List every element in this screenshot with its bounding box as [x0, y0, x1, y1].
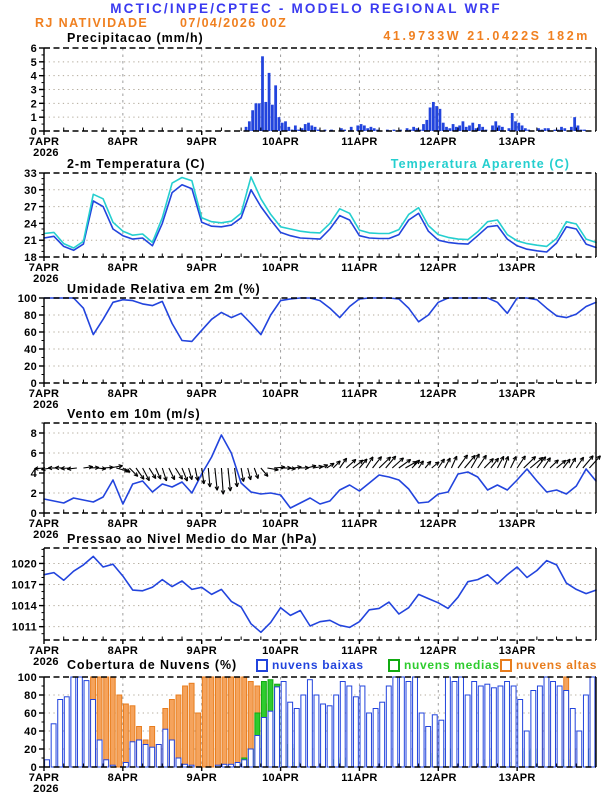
- svg-text:11APR: 11APR: [341, 136, 378, 148]
- svg-text:9APR: 9APR: [186, 645, 217, 657]
- svg-text:10APR: 10APR: [262, 772, 300, 784]
- svg-text:2026: 2026: [33, 783, 59, 792]
- svg-text:11APR: 11APR: [341, 388, 378, 400]
- panel-title-precipitation: Precipitacao (mm/h): [67, 31, 204, 45]
- svg-text:12APR: 12APR: [419, 518, 457, 530]
- svg-text:4: 4: [30, 468, 37, 480]
- svg-text:0: 0: [30, 378, 37, 390]
- svg-text:40: 40: [24, 344, 37, 356]
- legend-low-clouds: [256, 658, 364, 672]
- svg-text:13APR: 13APR: [498, 262, 536, 274]
- svg-text:13APR: 13APR: [498, 518, 536, 530]
- panel-title-wind: Vento em 10m (m/s): [67, 407, 201, 421]
- svg-text:11APR: 11APR: [341, 772, 378, 784]
- svg-text:9APR: 9APR: [186, 262, 217, 274]
- svg-text:60: 60: [24, 327, 37, 339]
- svg-text:100: 100: [17, 672, 37, 684]
- svg-text:10APR: 10APR: [262, 262, 300, 274]
- svg-text:13APR: 13APR: [498, 645, 536, 657]
- legend-high-clouds-label: nuvens altas: [516, 658, 598, 672]
- svg-text:5: 5: [30, 56, 37, 69]
- svg-text:8APR: 8APR: [107, 136, 139, 148]
- svg-text:2026: 2026: [33, 273, 59, 285]
- svg-text:0: 0: [30, 762, 37, 774]
- svg-text:1017: 1017: [11, 579, 37, 592]
- svg-text:10APR: 10APR: [262, 518, 300, 530]
- svg-text:8APR: 8APR: [107, 262, 139, 274]
- svg-text:7APR: 7APR: [28, 388, 60, 400]
- svg-text:11APR: 11APR: [341, 645, 378, 657]
- svg-text:3: 3: [30, 84, 37, 97]
- model-title: MCTIC/INPE/CPTEC - MODELO REGIONAL WRF: [110, 1, 502, 16]
- svg-text:18: 18: [24, 252, 37, 264]
- svg-text:0: 0: [30, 126, 37, 138]
- svg-text:1014: 1014: [11, 600, 37, 613]
- svg-text:13APR: 13APR: [498, 772, 536, 784]
- svg-text:8APR: 8APR: [107, 518, 139, 530]
- svg-text:2026: 2026: [33, 656, 59, 668]
- svg-text:11APR: 11APR: [341, 262, 378, 274]
- svg-text:4: 4: [30, 70, 37, 83]
- svg-text:7APR: 7APR: [28, 136, 60, 148]
- station-name: RJ NATIVIDADE: [35, 16, 149, 30]
- svg-text:0: 0: [30, 508, 37, 520]
- svg-text:7APR: 7APR: [28, 772, 60, 784]
- low-clouds-swatch-icon: [256, 659, 268, 672]
- svg-text:6: 6: [30, 43, 37, 55]
- svg-text:1011: 1011: [11, 621, 37, 634]
- svg-text:30: 30: [24, 184, 37, 197]
- svg-text:7APR: 7APR: [28, 262, 60, 274]
- legend-high-clouds: [500, 658, 597, 672]
- svg-text:10APR: 10APR: [262, 645, 300, 657]
- svg-text:21: 21: [24, 235, 37, 248]
- svg-text:11APR: 11APR: [341, 518, 378, 530]
- svg-text:27: 27: [24, 201, 37, 214]
- svg-text:6: 6: [30, 448, 37, 460]
- svg-text:1020: 1020: [11, 558, 37, 571]
- svg-text:20: 20: [24, 361, 37, 373]
- station-coordinates: 41.9733W 21.0422S 182m: [383, 29, 590, 43]
- panel-title-cloud-cover: Cobertura de Nuvens (%): [67, 658, 238, 672]
- svg-text:12APR: 12APR: [419, 262, 457, 274]
- svg-text:8: 8: [30, 428, 37, 440]
- mid-clouds-swatch-icon: [388, 659, 400, 672]
- svg-text:80: 80: [24, 690, 37, 702]
- svg-text:9APR: 9APR: [186, 388, 217, 400]
- svg-text:100: 100: [17, 293, 37, 305]
- panel-title-apparent-temperature: Temperatura Aparente (C): [390, 157, 570, 171]
- svg-text:80: 80: [24, 310, 37, 322]
- panel-title-temperature: 2-m Temperatura (C): [67, 157, 206, 171]
- svg-text:13APR: 13APR: [498, 388, 536, 400]
- svg-text:12APR: 12APR: [419, 645, 457, 657]
- legend-mid-clouds: [388, 658, 500, 672]
- svg-text:12APR: 12APR: [419, 388, 457, 400]
- svg-text:8APR: 8APR: [107, 772, 139, 784]
- svg-text:10APR: 10APR: [262, 388, 300, 400]
- svg-text:9APR: 9APR: [186, 136, 217, 148]
- panel-title-humidity: Umidade Relativa em 2m (%): [67, 282, 261, 296]
- svg-text:9APR: 9APR: [186, 518, 217, 530]
- svg-text:8APR: 8APR: [107, 645, 139, 657]
- svg-text:60: 60: [24, 708, 37, 720]
- svg-text:2: 2: [30, 488, 37, 500]
- svg-text:13APR: 13APR: [498, 136, 536, 148]
- svg-text:1: 1: [30, 112, 37, 125]
- svg-text:33: 33: [24, 168, 37, 180]
- svg-text:20: 20: [24, 744, 37, 756]
- panel-title-pressure: Pressao ao Nivel Medio do Mar (hPa): [67, 532, 318, 546]
- svg-text:7APR: 7APR: [28, 518, 60, 530]
- svg-text:2026: 2026: [33, 147, 59, 159]
- svg-text:7APR: 7APR: [28, 645, 60, 657]
- svg-text:2026: 2026: [33, 529, 59, 541]
- legend-low-clouds-label: nuvens baixas: [272, 658, 364, 672]
- svg-text:12APR: 12APR: [419, 772, 457, 784]
- svg-text:2: 2: [30, 98, 37, 111]
- svg-text:8APR: 8APR: [107, 388, 139, 400]
- svg-text:9APR: 9APR: [186, 772, 217, 784]
- high-clouds-swatch-icon: [500, 659, 512, 672]
- svg-text:10APR: 10APR: [262, 136, 300, 148]
- run-datetime: 07/04/2026 00Z: [180, 16, 288, 30]
- legend-mid-clouds-label: nuvens medias: [404, 658, 500, 672]
- svg-text:40: 40: [24, 726, 37, 738]
- svg-text:24: 24: [24, 218, 37, 231]
- svg-text:12APR: 12APR: [419, 136, 457, 148]
- svg-text:2026: 2026: [33, 399, 59, 411]
